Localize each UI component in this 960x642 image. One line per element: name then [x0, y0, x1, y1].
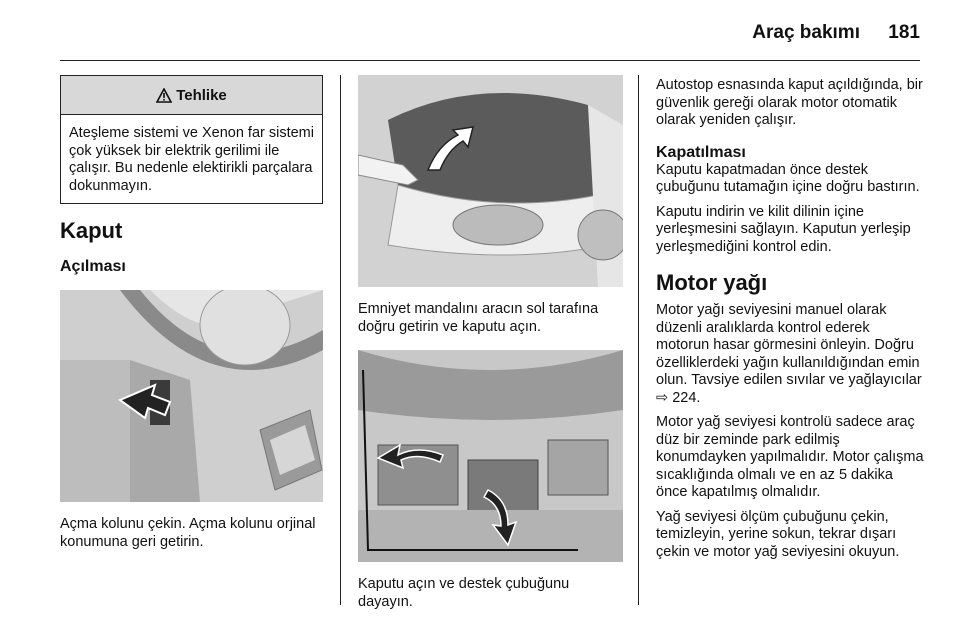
support-rod-figure — [358, 350, 623, 562]
header-rule — [60, 60, 920, 61]
page-ref-icon: ⇨ — [656, 389, 669, 406]
section-title: Araç bakımı — [752, 22, 860, 43]
danger-box — [60, 75, 323, 204]
release-lever-figure — [60, 290, 323, 502]
caption-safety-catch: Emniyet mandalını aracın sol tarafına doğru getirin ve kaputu açın. — [358, 301, 599, 335]
danger-text: Ateşleme sistemi ve Xenon far sistemi çok yüksek bir elektrik gerilimi ile çalışır. Bu nedenle elektirikli parçalara dokunmayın. — [69, 125, 314, 194]
warning-triangle-icon — [156, 88, 172, 103]
oil-paragraph-3: Yağ seviyesi ölçüm çubuğunu çekin, temizleyin, yerine sokun, tekrar dışarı çekin ve motor yağ seviyesini okuyun. — [656, 508, 900, 560]
closing-paragraph-2: Kaputu indirin ve kilit dilinin içine yerleşmesini sağlayın. Kaputun yerleşip yerleşmediğini kontrol edin. — [656, 203, 911, 255]
caption-release-lever: Açma kolunu çekin. Açma kolunu orjinal konumuna geri getirin. — [60, 516, 316, 550]
engine-bay-illustration — [358, 350, 623, 562]
autostop-note: Autostop esnasında kaput açıldığında, bir güvenlik gereği olarak motor otomatik olarak yeniden çalışır. — [656, 77, 923, 128]
section-heading-kaput: Kaput — [60, 218, 123, 243]
column-2 — [358, 75, 623, 611]
danger-header — [61, 76, 322, 115]
column-divider — [340, 75, 341, 605]
oil-paragraph-1: Motor yağı seviyesini manuel olarak düzenli aralıklarda kontrol ederek motorun hasar görmesini önleyin. Doğru özelliklerdeki yağın kullanıldığından emin olun. Tavsiye edilen sıvılar ve yağlayıcılar ⇨ 224. — [656, 302, 922, 406]
page-number: 181 — [888, 22, 920, 43]
hood-open-illustration — [358, 75, 623, 287]
column-3 — [656, 75, 926, 561]
oil-paragraph-2: Motor yağ seviyesi kontrolü sadece araç düz bir zeminde park edilmiş konumdayken yapılmalıdır. Motor çalışma sıcaklığında olmalı ve en az 5 dakika önce kapatılmış olmalıdır. — [656, 414, 924, 500]
closing-paragraph-1: Kaputu kapatmadan önce destek çubuğunu tutamağın içine doğru bastırın. — [656, 161, 920, 195]
safety-catch-figure — [358, 75, 623, 287]
column-1 — [60, 75, 323, 551]
page-ref[interactable]: 224. — [672, 389, 701, 406]
subheading-acilmasi: Açılması — [60, 258, 126, 275]
section-heading-motor-yagi: Motor yağı — [656, 270, 768, 295]
danger-title: Tehlike — [176, 86, 227, 104]
release-lever-illustration — [60, 290, 323, 502]
column-divider — [638, 75, 639, 605]
page-header — [0, 0, 960, 62]
caption-support-rod: Kaputu açın ve destek çubuğunu dayayın. — [358, 576, 570, 610]
subheading-kapatilmasi: Kapatılması — [656, 143, 746, 161]
